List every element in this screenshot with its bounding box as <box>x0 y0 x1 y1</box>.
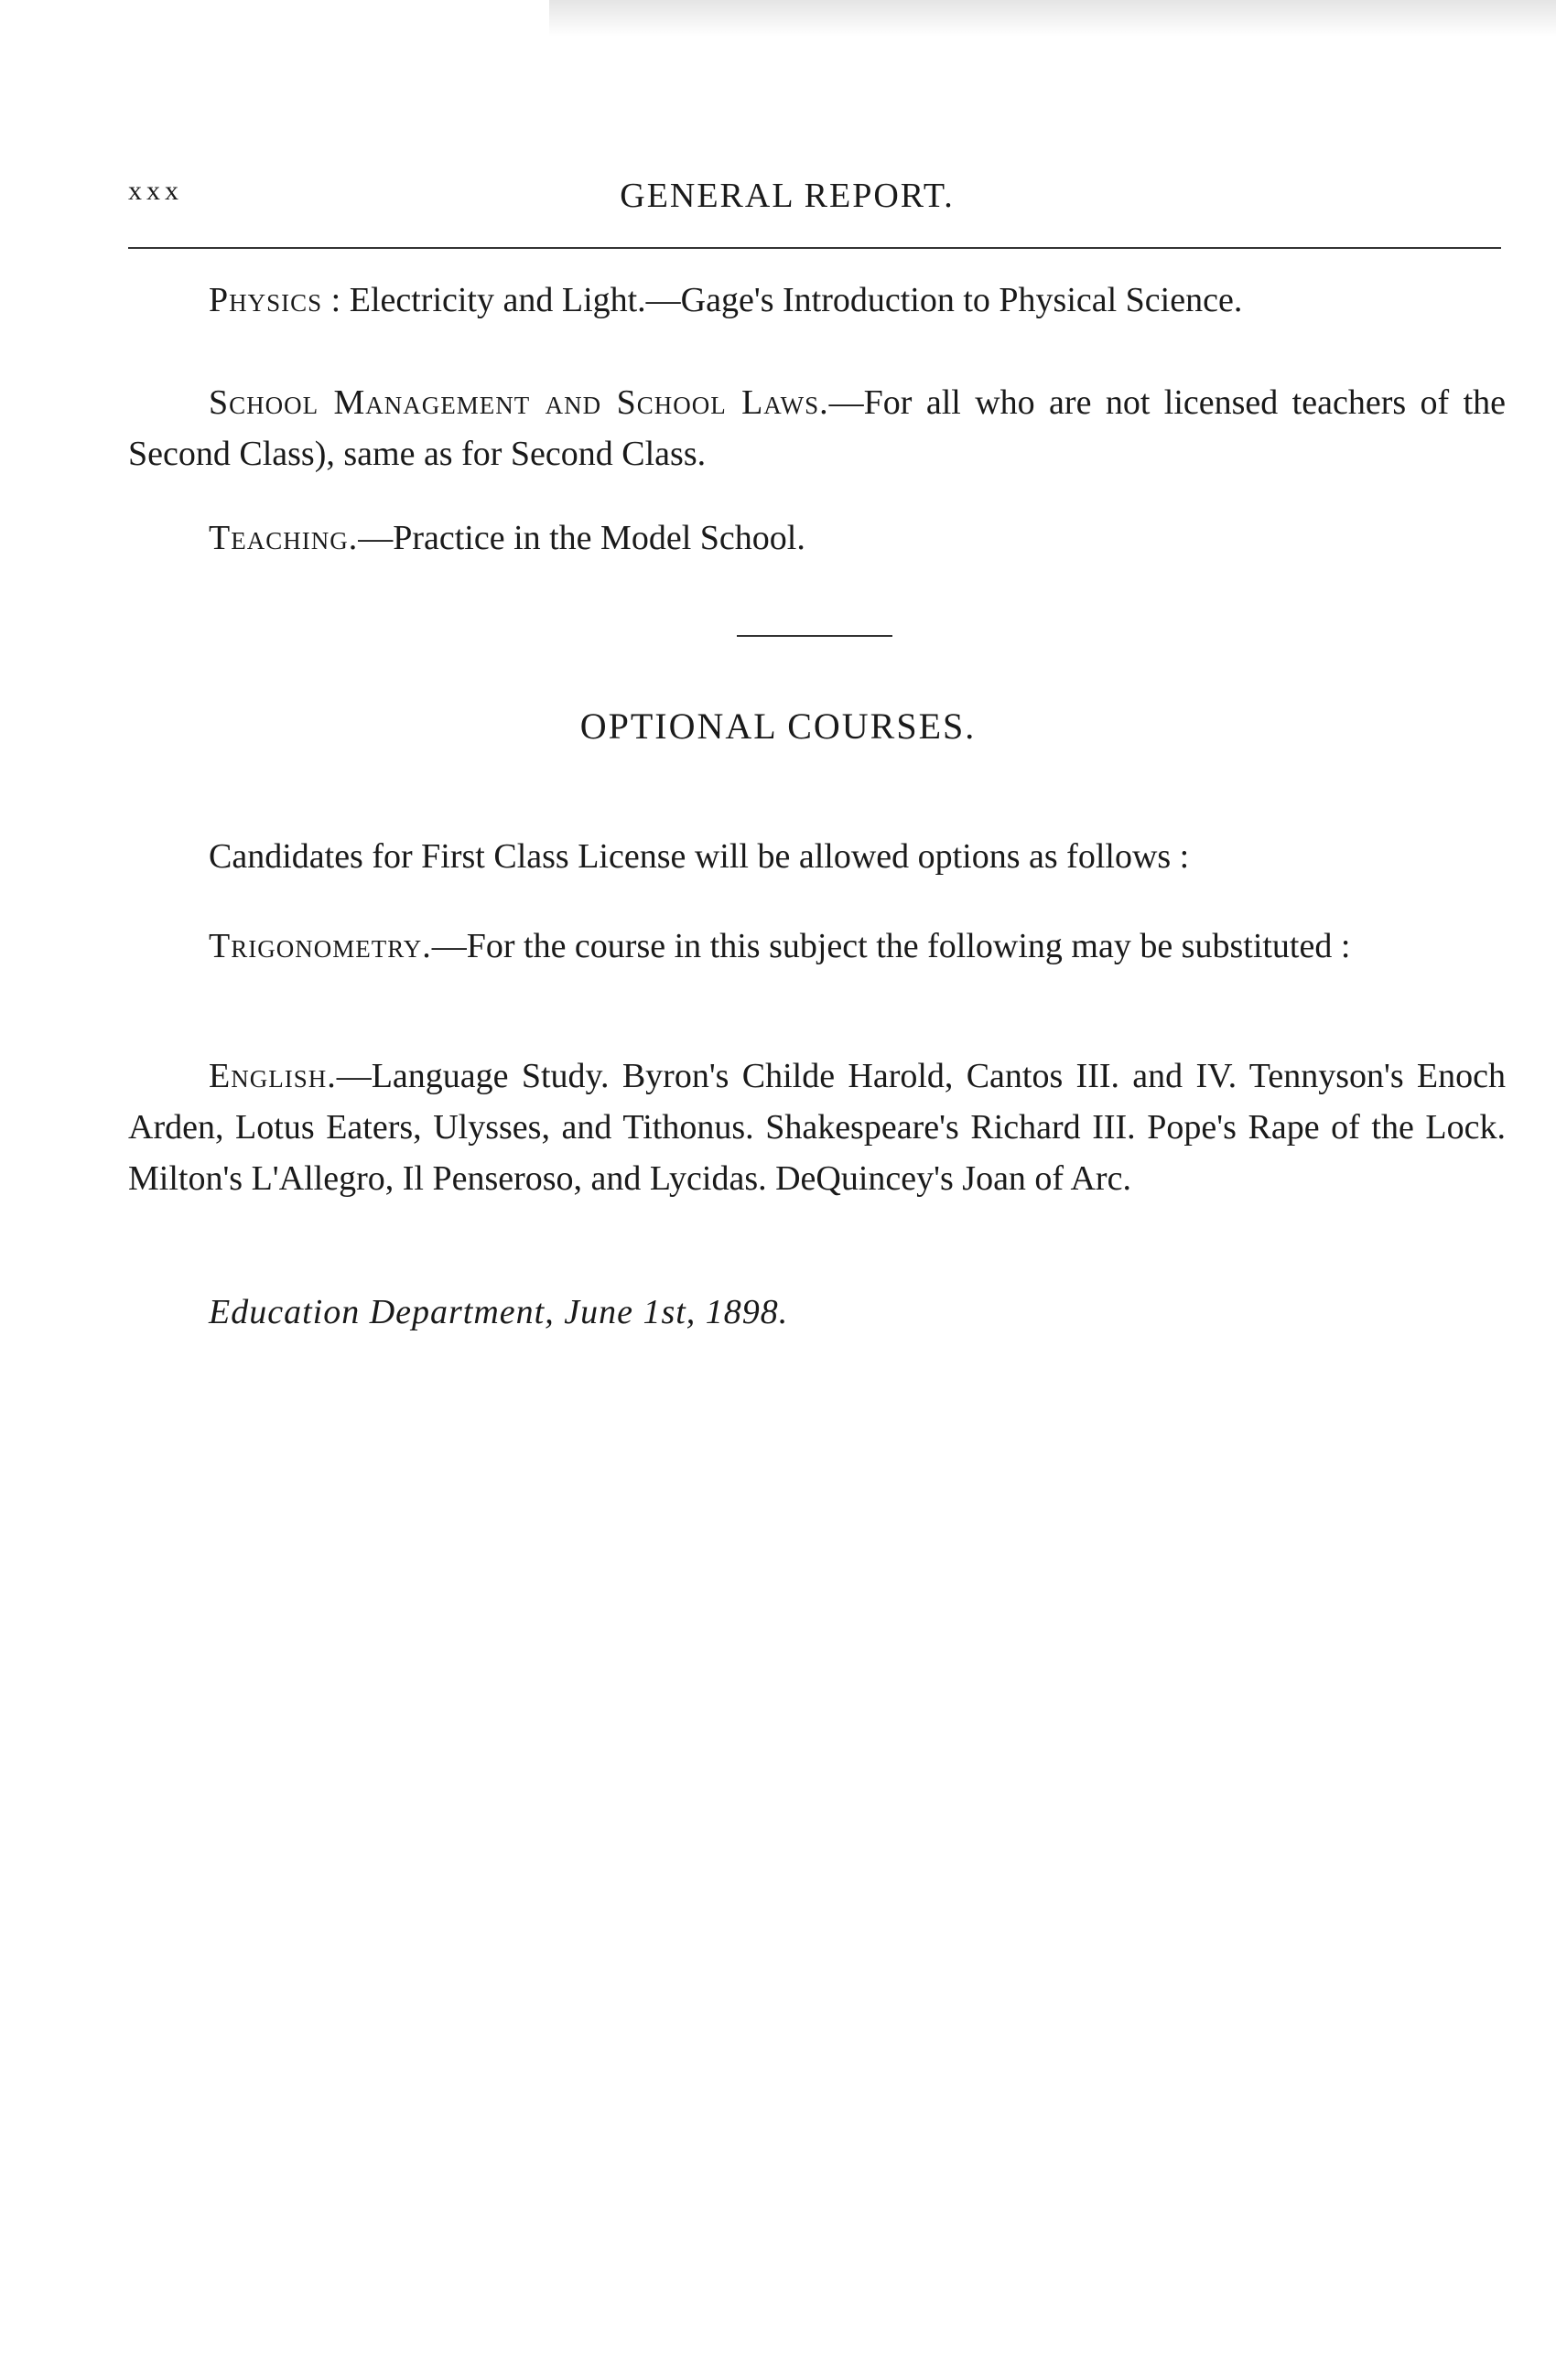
optional-courses-title: OPTIONAL COURSES. <box>579 705 977 747</box>
physics-colon: : <box>322 281 350 319</box>
page-number: xxx <box>128 176 183 206</box>
scan-shadow <box>549 0 1556 37</box>
header-rule <box>128 247 1501 249</box>
running-header <box>128 176 1501 221</box>
teaching-text: —Practice in the Model School. <box>358 519 805 557</box>
english-paragraph <box>128 1050 1506 1204</box>
physics-text: Electricity and Light.—Gage's Introduction to Physical Science. <box>349 281 1243 319</box>
school-management-text: —For all who are not licensed teachers of the Second Class), same as for Second Class. <box>128 383 1507 473</box>
optional-courses-intro: Candidates for First Class License will be allowed options as follows : <box>209 837 1190 876</box>
english-label: English. <box>209 1057 337 1095</box>
trigonometry-paragraph <box>128 921 1506 972</box>
header-title: GENERAL REPORT. <box>620 177 955 215</box>
trigonometry-label: Trigonometry. <box>209 927 432 965</box>
signature-line: Education Department, June 1st, 1898. <box>209 1293 789 1331</box>
trigonometry-text: —For the course in this subject the following may be substituted : <box>431 927 1351 965</box>
teaching-paragraph <box>128 512 1506 564</box>
physics-paragraph <box>128 275 1506 326</box>
section-divider <box>737 635 892 637</box>
english-text: —Language Study. Byron's Childe Harold, Cantos III. and IV. Tennyson's Enoch Arden, Lotus Eaters, Ulysses, and Tithonus. Shakespeare's Richard III. Pope's Rape of the Lock. Milton's L'Allegro, Il Penseroso, and Lycidas. DeQuincey's Joan of Arc. <box>128 1057 1506 1198</box>
teaching-label: Teaching. <box>209 519 359 557</box>
physics-label: Physics <box>209 281 323 319</box>
school-management-label: School Management and School Laws. <box>209 383 829 422</box>
school-management-paragraph <box>128 377 1506 479</box>
